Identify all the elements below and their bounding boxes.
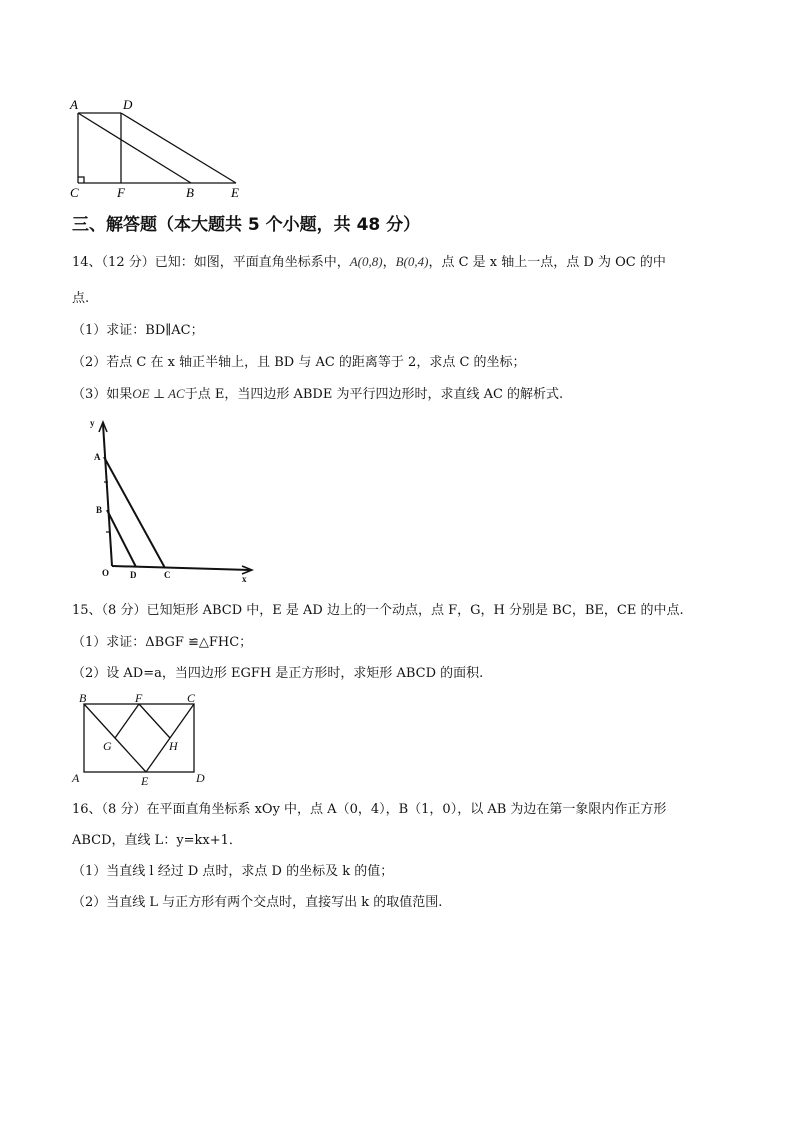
q16-intro: 16、（8 分）在平面直角坐标系 xOy 中，点 A（0，4），B（1，0），以 AB 为边在第一象限内作正方形 bbox=[72, 802, 667, 817]
q16-part1: （1）当直线 l 经过 D 点时，求点 D 的坐标及 k 的值； bbox=[72, 864, 394, 879]
section-heading: 三、解答题（本大题共 5 个小题，共 48 分） bbox=[72, 215, 421, 235]
q14-intro-post: ，点 C 是 x 轴上一点，点 D 为 OC 的中 bbox=[428, 255, 666, 270]
label-f: F bbox=[117, 185, 125, 200]
label-c: C bbox=[70, 185, 79, 200]
label-d: D bbox=[123, 97, 133, 112]
label-c: C bbox=[164, 570, 171, 580]
label-b: B bbox=[96, 505, 103, 515]
label-a: A bbox=[70, 97, 78, 112]
q14-sep: ， bbox=[382, 255, 396, 270]
figure-q15-rectangle bbox=[68, 688, 210, 790]
label-b: B bbox=[186, 185, 194, 200]
label-d: D bbox=[196, 771, 205, 785]
label-e: E bbox=[141, 774, 149, 788]
segment-de bbox=[121, 113, 236, 183]
label-f: F bbox=[135, 691, 143, 705]
label-y: y bbox=[90, 418, 95, 428]
q14-intro bbox=[72, 254, 666, 271]
segment-gf bbox=[115, 704, 139, 738]
q14-point-b: B(0,4) bbox=[395, 254, 429, 269]
q16-part2: （2）当直线 L 与正方形有两个交点时，直接写出 k 的取值范围. bbox=[72, 895, 443, 910]
q14-part3-post: 于点 E，当四边形 ABDE 为平行四边形时，求直线 AC 的解析式. bbox=[184, 387, 564, 402]
right-angle-mark bbox=[78, 177, 84, 183]
segment-ac bbox=[104, 457, 165, 568]
q14-intro-pre: 14、（12 分）已知：如图，平面直角坐标系中， bbox=[72, 255, 350, 270]
q14-point-a: A(0,8) bbox=[349, 254, 383, 269]
label-d: D bbox=[130, 570, 137, 580]
q14-part1: （1）求证：BD∥AC； bbox=[72, 323, 204, 338]
q16-intro-cont: ABCD，直线 L：y=kx+1． bbox=[72, 833, 242, 848]
label-o: O bbox=[102, 568, 110, 578]
label-e: E bbox=[231, 185, 239, 200]
label-h: H bbox=[169, 739, 178, 753]
label-a: A bbox=[94, 452, 101, 462]
segment-fh bbox=[139, 704, 170, 738]
label-a: A bbox=[72, 771, 80, 785]
q14-part3-math: OE ⊥ AC bbox=[132, 386, 185, 401]
q14-part2: （2）若点 C 在 x 轴正半轴上，且 BD 与 AC 的距离等于 2，求点 C 的坐标； bbox=[72, 355, 526, 370]
q14-intro-cont: 点. bbox=[72, 291, 90, 306]
q14-part3 bbox=[72, 386, 563, 403]
label-x: x bbox=[242, 574, 247, 584]
figure-q14-axes bbox=[82, 412, 258, 584]
q15-part2: （2）设 AD=a，当四边形 EGFH 是正方形时，求矩形 ABCD 的面积. bbox=[72, 666, 484, 681]
label-g: G bbox=[103, 739, 112, 753]
q14-part3-pre: （3）如果 bbox=[72, 387, 133, 402]
segment-ab bbox=[78, 113, 191, 183]
rectangle-abcd bbox=[84, 704, 194, 772]
q15-part1: （1）求证：ΔBGF ≌△FHC； bbox=[72, 635, 253, 650]
y-axis bbox=[103, 424, 112, 566]
q15-intro: 15、（8 分）已知矩形 ABCD 中，E 是 AD 边上的一个动点，点 F，G，H 分别是 BC，BE，CE 的中点. bbox=[72, 603, 684, 618]
figure-geometry-adcfbe bbox=[66, 94, 256, 204]
label-b: B bbox=[79, 691, 87, 705]
label-c: C bbox=[187, 691, 196, 705]
